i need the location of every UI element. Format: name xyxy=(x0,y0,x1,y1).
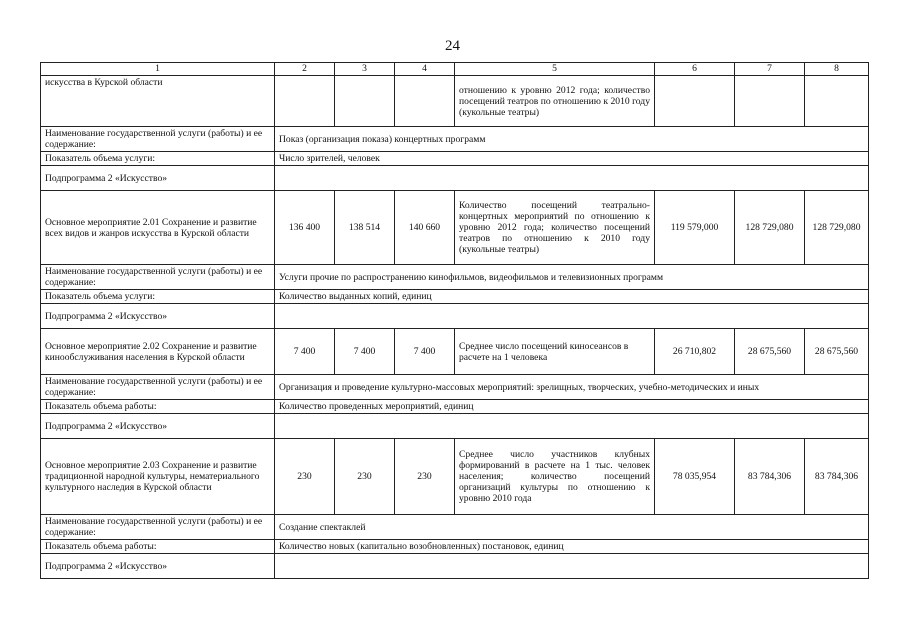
col-header-2: 2 xyxy=(275,63,335,76)
service-label: Наименование государственной услуги (работы) и ее содержание: xyxy=(41,127,275,152)
value-col8: 128 729,080 xyxy=(805,191,869,265)
volume-value: Количество проведенных мероприятий, единиц xyxy=(275,400,869,414)
service-row xyxy=(41,515,869,540)
value-col8: 83 784,306 xyxy=(805,439,869,515)
program-table xyxy=(40,62,869,579)
volume-value: Число зрителей, человек xyxy=(275,152,869,166)
service-label: Наименование государственной услуги (работы) и ее содержание: xyxy=(41,375,275,400)
service-value: Создание спектаклей xyxy=(275,515,869,540)
value-col2: 7 400 xyxy=(275,329,335,375)
value-col6: 119 579,000 xyxy=(655,191,735,265)
col-header-6: 6 xyxy=(655,63,735,76)
event-row xyxy=(41,191,869,265)
value-col4: 230 xyxy=(395,439,455,515)
page-number: 24 xyxy=(445,38,460,54)
col-header-3: 3 xyxy=(335,63,395,76)
header-row xyxy=(41,63,869,76)
volume-label: Показатель объема услуги: xyxy=(41,152,275,166)
event-name: Основное мероприятие 2.02 Сохранение и развитие кинообслуживания населения в Курской области xyxy=(41,329,275,375)
volume-value: Количество новых (капитально возобновленных) постановок, единиц xyxy=(275,540,869,554)
volume-row xyxy=(41,290,869,304)
indicator-text: Количество посещений театрально-концертных мероприятий по отношению к уровню 2012 года; количество посещений театров по отношению к 2010 году (кукольные театры) xyxy=(455,191,655,265)
service-value: Показ (организация показа) концертных программ xyxy=(275,127,869,152)
col-header-1: 1 xyxy=(41,63,275,76)
continuation-row xyxy=(41,76,869,127)
value-col6: 26 710,802 xyxy=(655,329,735,375)
indicator-text: Среднее число посещений киносеансов в расчете на 1 человека xyxy=(455,329,655,375)
col-header-7: 7 xyxy=(735,63,805,76)
volume-row xyxy=(41,540,869,554)
indicator-text: Среднее число участников клубных формирований в расчете на 1 тыс. человек населения; количество посещений организаций культуры по отношению к уровню 2010 года xyxy=(455,439,655,515)
service-row xyxy=(41,127,869,152)
event-name: Основное мероприятие 2.01 Сохранение и развитие всех видов и жанров искусства в Курской области xyxy=(41,191,275,265)
subprogram-row xyxy=(41,554,869,579)
service-value: Организация и проведение культурно-массовых мероприятий: зрелищных, творческих, учебно-методических и иных xyxy=(275,375,869,400)
col-header-8: 8 xyxy=(805,63,869,76)
value-col7: 83 784,306 xyxy=(735,439,805,515)
service-label: Наименование государственной услуги (работы) и ее содержание: xyxy=(41,515,275,540)
volume-row xyxy=(41,152,869,166)
subprogram-row xyxy=(41,166,869,191)
service-row xyxy=(41,375,869,400)
service-value: Услуги прочие по распространению кинофильмов, видеофильмов и телевизионных программ xyxy=(275,265,869,290)
value-col3: 230 xyxy=(335,439,395,515)
value-col3: 7 400 xyxy=(335,329,395,375)
continuation-event: искусства в Курской области xyxy=(41,76,275,127)
value-col7: 128 729,080 xyxy=(735,191,805,265)
value-col3: 138 514 xyxy=(335,191,395,265)
volume-label: Показатель объема услуги: xyxy=(41,290,275,304)
service-label: Наименование государственной услуги (работы) и ее содержание: xyxy=(41,265,275,290)
value-col2: 230 xyxy=(275,439,335,515)
col-header-4: 4 xyxy=(395,63,455,76)
volume-label: Показатель объема работы: xyxy=(41,400,275,414)
subprogram-row xyxy=(41,414,869,439)
subprogram-row xyxy=(41,304,869,329)
subprogram-label: Подпрограмма 2 «Искусство» xyxy=(41,414,275,439)
subprogram-label: Подпрограмма 2 «Искусство» xyxy=(41,554,275,579)
value-col2: 136 400 xyxy=(275,191,335,265)
value-col7: 28 675,560 xyxy=(735,329,805,375)
event-row xyxy=(41,329,869,375)
volume-value: Количество выданных копий, единиц xyxy=(275,290,869,304)
volume-label: Показатель объема работы: xyxy=(41,540,275,554)
col-header-5: 5 xyxy=(455,63,655,76)
event-row xyxy=(41,439,869,515)
service-row xyxy=(41,265,869,290)
value-col6: 78 035,954 xyxy=(655,439,735,515)
continuation-indicator: отношению к уровню 2012 года; количество посещений театров по отношению к 2010 году (кукольные театры) xyxy=(455,76,655,127)
value-col4: 140 660 xyxy=(395,191,455,265)
subprogram-label: Подпрограмма 2 «Искусство» xyxy=(41,166,275,191)
subprogram-label: Подпрограмма 2 «Искусство» xyxy=(41,304,275,329)
volume-row xyxy=(41,400,869,414)
value-col4: 7 400 xyxy=(395,329,455,375)
value-col8: 28 675,560 xyxy=(805,329,869,375)
event-name: Основное мероприятие 2.03 Сохранение и развитие традиционной народной культуры, нематериального культурного наследия в Курской области xyxy=(41,439,275,515)
